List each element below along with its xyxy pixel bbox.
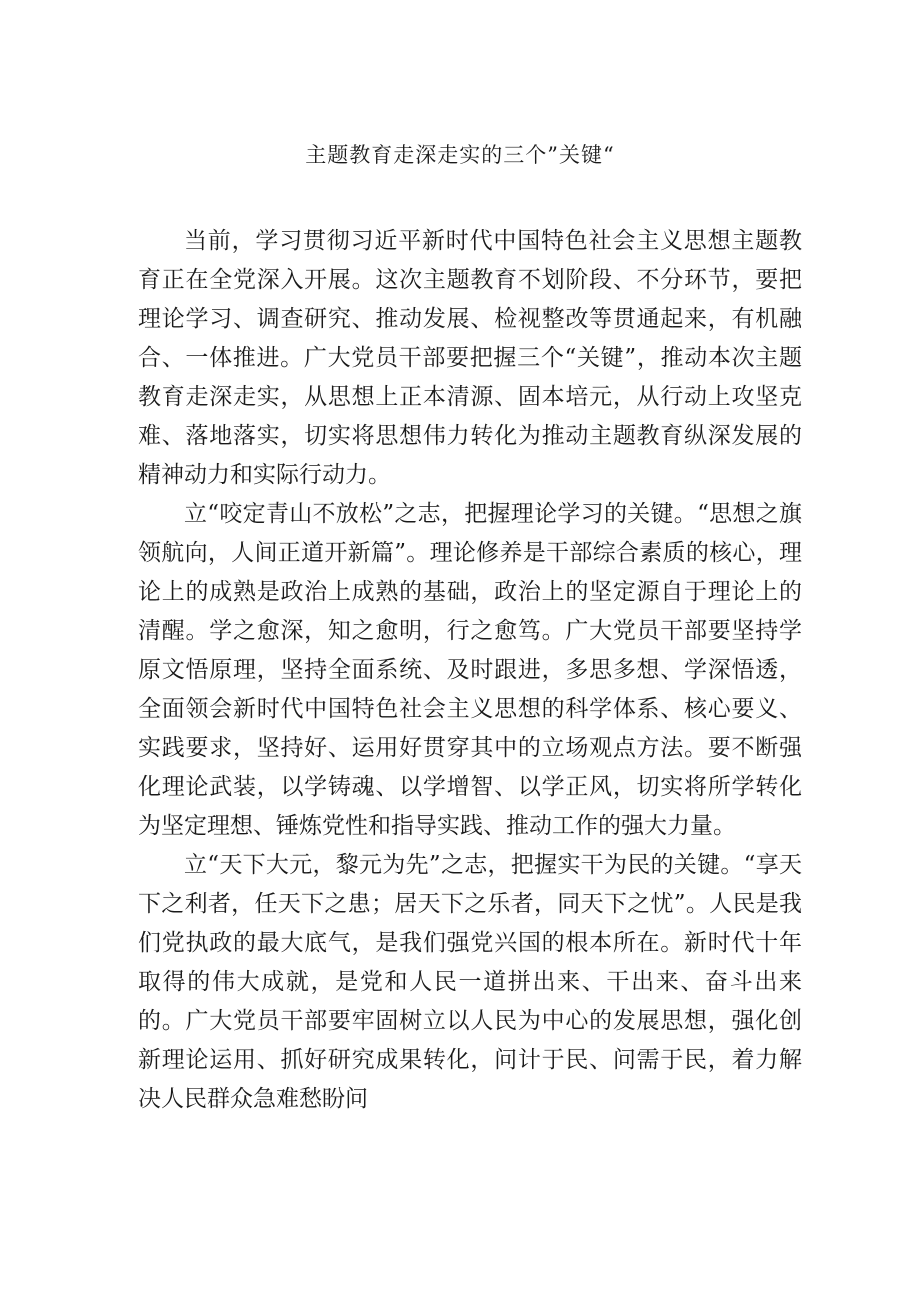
document-body [138,222,802,1119]
paragraph-serve-people: 立“天下大元，黎元为先”之志，把握实干为民的关键。“享天下之利者，任天下之患；居天下之乐者，同天下之忧”。人民是我们党执政的最大底气，是我们强党兴国的根本所在。新时代十年取得的伟大成就，是党和人民一道拼出来、干出来、奋斗出来的。广大党员干部要牢固树立以人民为中心的发展思想，强化创新理论运用、抓好研究成果转化，问计于民、问需于民，着力解决人民群众急难愁盼问 [138,852,802,1112]
paragraph-theory-study: 立“咬定青山不放松”之志，把握理论学习的关键。“思想之旗领航向，人间正道开新篇”。理论修养是干部综合素质的核心，理论上的成熟是政治上成熟的基础，政治上的坚定源自于理论上的清醒。学之愈深，知之愈明，行之愈笃。广大党员干部要坚持学原文悟原理，坚持全面系统、及时跟进，多思多想、学深悟透，全面领会新时代中国特色社会主义思想的科学体系、核心要义、实践要求，坚持好、运用好贯穿其中的立场观点方法。要不断强化理论武装，以学铸魂、以学增智、以学正风，切实将所学转化为坚定理想、锤炼党性和指导实践、推动工作的强大力量。 [138,501,802,839]
paragraph-intro: 当前，学习贯彻习近平新时代中国特色社会主义思想主题教育正在全党深入开展。这次主题教育不划阶段、不分环节，要把理论学习、调查研究、推动发展、检视整改等贯通起来，有机融合、一体推进。广大党员干部要把握三个“关键”，推动本次主题教育走深走实，从思想上正本清源、固本培元，从行动上攻坚克难、落地落实，切实将思想伟力转化为推动主题教育纵深发展的精神动力和实际行动力。 [138,228,802,488]
document-title: 主题教育走深走实的三个”关键“ [305,143,615,167]
